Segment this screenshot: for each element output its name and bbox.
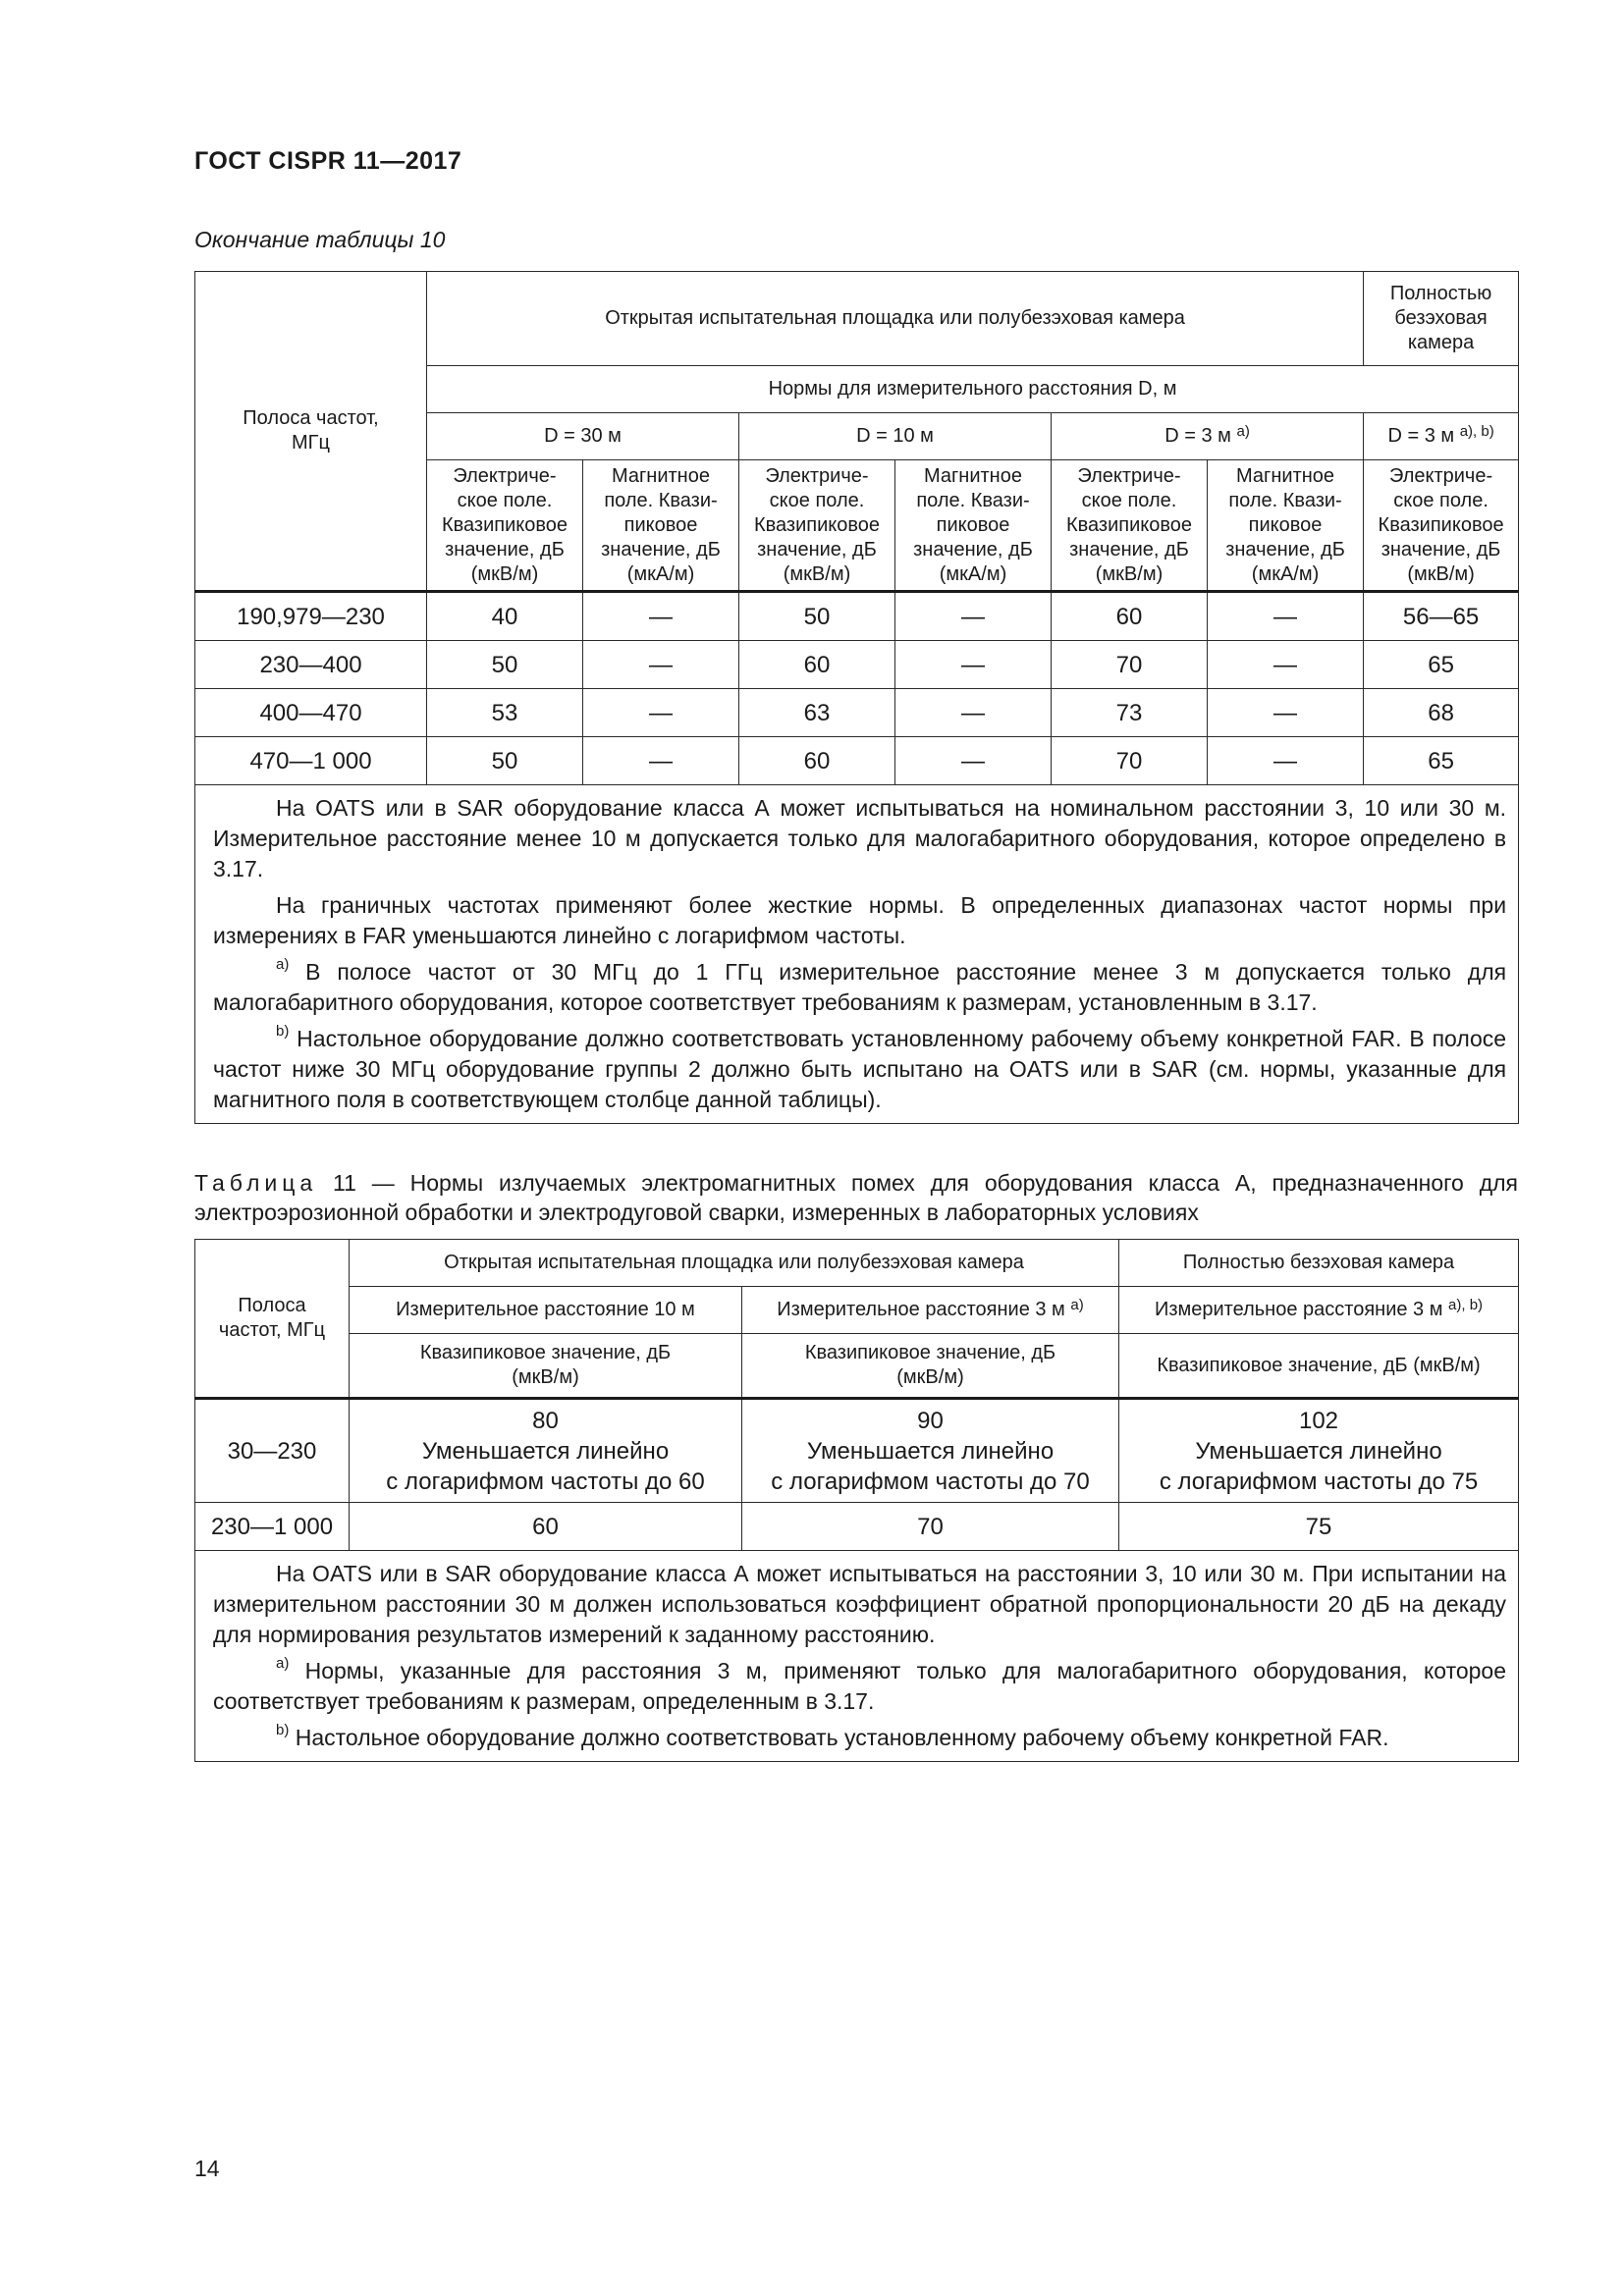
note-text: На OATS или в SAR оборудование класса А может испытываться на расстоянии 3, 10 или 30 м. При испытании на измерительном расстоянии 30 м должен использоваться коэффициент обратной пропорциональности 20 дБ на декаду для нормирования результатов измерений к заданному расстоянию. xyxy=(213,1561,1507,1647)
table-row xyxy=(195,592,1519,641)
table-row xyxy=(195,1503,1519,1551)
header-magnetic-field: Магнитное поле. Квази- пиковое значение, дБ (мкА/м) xyxy=(1208,460,1364,592)
cell-value: 50 xyxy=(427,641,583,689)
cell-value: 63 xyxy=(739,689,895,737)
header-distance-10m: D = 10 м xyxy=(739,413,1052,460)
cell-value: 60 xyxy=(350,1503,742,1551)
document-header: ГОСТ CISPR 11—2017 xyxy=(194,147,462,175)
cell-frequency: 400—470 xyxy=(195,689,427,737)
note-text: На граничных частотах применяют более жесткие нормы. В определенных диапазонах частот нормы при измерениях в FAR уменьшаются линейно с логарифмом частоты. xyxy=(213,892,1507,948)
header-magnetic-field: Магнитное поле. Квази- пиковое значение, дБ (мкА/м) xyxy=(895,460,1052,592)
header-quasi-peak: Квазипиковое значение, дБ (мкВ/м) xyxy=(350,1334,742,1399)
table10-notes xyxy=(195,785,1519,1124)
header-distance-3m: D = 3 м $^{а)}$ xyxy=(1052,413,1364,460)
cell-value: 90 Уменьшается линейно с логарифмом частоты до 70 xyxy=(742,1399,1119,1503)
footnote-a: $^{а)}$ В полосе частот от 30 МГц до 1 ГГц измерительное расстояние менее 3 м допускается только для малогабаритного оборудования, которое соответствует требованиям к размерам, установленным в 3.17. xyxy=(213,956,1507,1015)
header-distance-3m-far: D = 3 м $^{а), b)}$ xyxy=(1364,413,1519,460)
cell-value: — xyxy=(1208,592,1364,641)
cell-value: — xyxy=(1208,689,1364,737)
header-distance-30m: D = 30 м xyxy=(427,413,739,460)
footnote-b: $^{b)}$ Настольное оборудование должно соответствовать установленному рабочему объему конкретной FAR. В полосе частот ниже 30 МГц оборудование группы 2 должно быть испытано на OATS или в SAR (см. нормы, указанные для магнитного поля в соответствующем столбце данной таблицы). xyxy=(213,1023,1507,1112)
cell-frequency: 230—400 xyxy=(195,641,427,689)
header-fully-anechoic: Полностью безэховая камера xyxy=(1119,1240,1519,1287)
cell-value: 70 xyxy=(742,1503,1119,1551)
header-oats-semi-anechoic: Открытая испытательная площадка или полубезэховая камера xyxy=(427,272,1364,366)
page-number: 14 xyxy=(194,2156,220,2181)
table11-caption: Таблица 11 — Нормы излучаемых электромагнитных помех для оборудования класса А, предназначенного для электроэрозионной обработки и электродуговой сварки, измеренных в лабораторных условиях xyxy=(194,1170,1518,1225)
header-electric-field: Электриче- ское поле. Квазипиковое значение, дБ (мкВ/м) xyxy=(739,460,895,592)
header-frequency-band: Полоса частот, МГц xyxy=(195,1240,350,1399)
header-quasi-peak: Квазипиковое значение, дБ (мкВ/м) xyxy=(742,1334,1119,1399)
table-11 xyxy=(194,1239,1518,1762)
header-distance-norms: Нормы для измерительного расстояния D, м xyxy=(427,366,1519,413)
cell-value: — xyxy=(583,737,739,785)
cell-value: — xyxy=(895,592,1052,641)
cell-value: 53 xyxy=(427,689,583,737)
cell-value: — xyxy=(583,641,739,689)
header-distance-3m-far: Измерительное расстояние 3 м $^{а), b)}$ xyxy=(1119,1287,1519,1334)
cell-value: 75 xyxy=(1119,1503,1519,1551)
footnote-b: $^{b)}$ Настольное оборудование должно соответствовать установленному рабочему объему конкретной FAR. xyxy=(276,1722,1389,1750)
cell-value: — xyxy=(583,592,739,641)
cell-value: 60 xyxy=(1052,592,1208,641)
cell-value: 70 xyxy=(1052,737,1208,785)
table-row xyxy=(195,1399,1519,1503)
header-oats-semi-anechoic: Открытая испытательная площадка или полубезэховая камера xyxy=(350,1240,1119,1287)
cell-value: 102 Уменьшается линейно с логарифмом частоты до 75 xyxy=(1119,1399,1519,1503)
cell-value: 60 xyxy=(739,737,895,785)
header-quasi-peak: Квазипиковое значение, дБ (мкВ/м) xyxy=(1119,1334,1519,1399)
cell-value: 80 Уменьшается линейно с логарифмом частоты до 60 xyxy=(350,1399,742,1503)
table-row xyxy=(195,689,1519,737)
table10-caption: Окончание таблицы 10 xyxy=(194,227,446,252)
header-frequency-band: Полоса частот, МГц xyxy=(195,272,427,592)
cell-value: 56—65 xyxy=(1364,592,1519,641)
cell-frequency: 230—1 000 xyxy=(195,1503,350,1551)
cell-value: — xyxy=(583,689,739,737)
table-10 xyxy=(194,271,1518,1124)
cell-value: — xyxy=(1208,641,1364,689)
header-electric-field: Электриче- ское поле. Квазипиковое значение, дБ (мкВ/м) xyxy=(1364,460,1519,592)
header-magnetic-field: Магнитное поле. Квази- пиковое значение, дБ (мкА/м) xyxy=(583,460,739,592)
cell-value: — xyxy=(895,689,1052,737)
table-row xyxy=(195,641,1519,689)
cell-value: — xyxy=(895,737,1052,785)
table-row xyxy=(195,737,1519,785)
cell-frequency: 470—1 000 xyxy=(195,737,427,785)
footnote-a: $^{а)}$ Нормы, указанные для расстояния 3 м, применяют только для малогабаритного оборудования, которое соответствует требованиям к размерам, определенным в 3.17. xyxy=(213,1655,1507,1714)
cell-value: 70 xyxy=(1052,641,1208,689)
cell-value: 65 xyxy=(1364,641,1519,689)
note-text: На OATS или в SAR оборудование класса А может испытываться на номинальном расстоянии 3, 10 или 30 м. Измерительное расстояние менее 10 м допускается только для малогабаритного оборудования, которое определено в 3.17. xyxy=(213,795,1507,881)
cell-value: — xyxy=(895,641,1052,689)
cell-frequency: 30—230 xyxy=(195,1399,350,1503)
cell-value: 60 xyxy=(739,641,895,689)
table11-notes xyxy=(195,1551,1519,1762)
cell-frequency: 190,979—230 xyxy=(195,592,427,641)
header-electric-field: Электриче- ское поле. Квазипиковое значение, дБ (мкВ/м) xyxy=(427,460,583,592)
cell-value: 68 xyxy=(1364,689,1519,737)
header-distance-3m: Измерительное расстояние 3 м $^{а)}$ xyxy=(742,1287,1119,1334)
header-distance-10m: Измерительное расстояние 10 м xyxy=(350,1287,742,1334)
cell-value: — xyxy=(1208,737,1364,785)
cell-value: 50 xyxy=(739,592,895,641)
header-fully-anechoic: Полностью безэховая камера xyxy=(1364,272,1519,366)
header-electric-field: Электриче- ское поле. Квазипиковое значение, дБ (мкВ/м) xyxy=(1052,460,1208,592)
cell-value: 65 xyxy=(1364,737,1519,785)
cell-value: 50 xyxy=(427,737,583,785)
cell-value: 40 xyxy=(427,592,583,641)
cell-value: 73 xyxy=(1052,689,1208,737)
